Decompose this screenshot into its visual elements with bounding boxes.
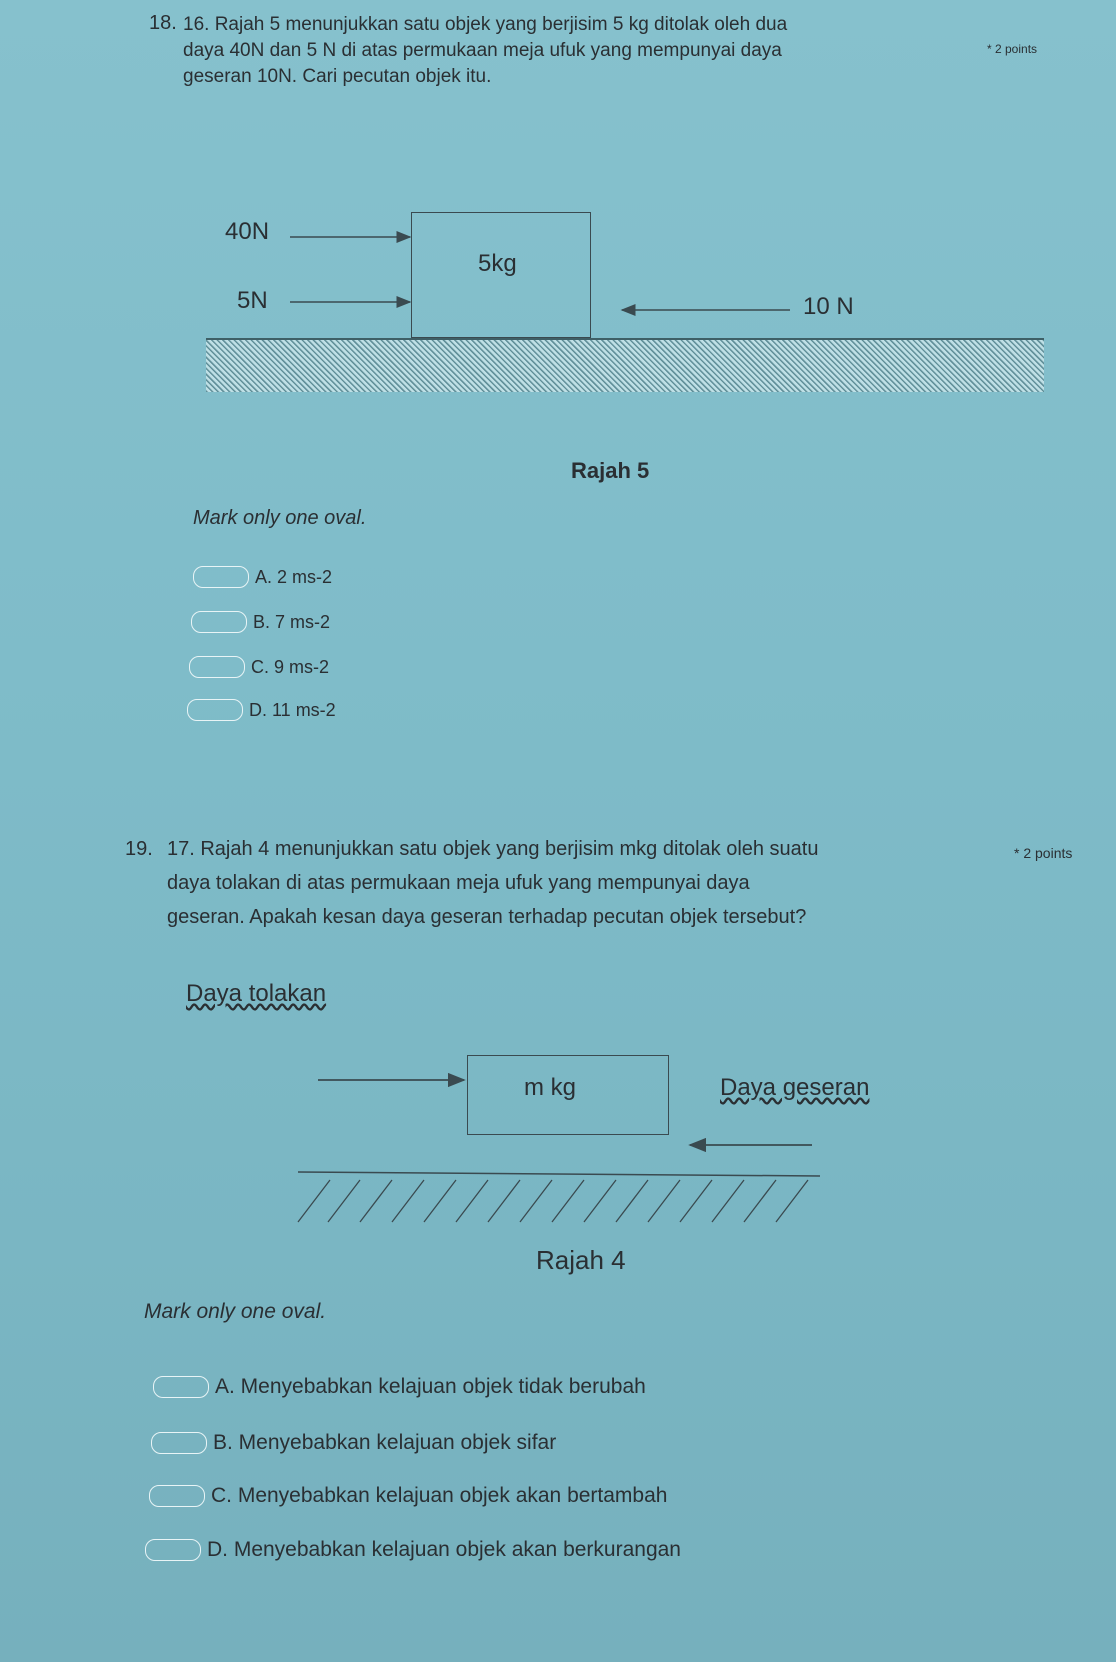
option-c[interactable]: [189, 656, 329, 678]
option-d[interactable]: [187, 699, 336, 721]
radio-oval[interactable]: [191, 611, 247, 633]
question-text-line: 17. Rajah 4 menunjukkan satu objek yang berjisim mkg ditolak oleh suatu: [167, 838, 819, 860]
option-b[interactable]: [151, 1431, 556, 1455]
question-text-line: daya 40N dan 5 N di atas permukaan meja ufuk yang mempunyai daya: [183, 40, 782, 61]
radio-oval[interactable]: [151, 1432, 207, 1454]
option-label: A. 2 ms-2: [255, 566, 333, 587]
surface-line: [298, 1172, 820, 1176]
radio-oval[interactable]: [153, 1376, 209, 1398]
radio-oval[interactable]: [149, 1485, 205, 1507]
question-text: [167, 832, 1007, 934]
option-label: B. Menyebabkan kelajuan objek sifar: [213, 1431, 557, 1454]
option-a[interactable]: [193, 566, 332, 588]
option-d[interactable]: [145, 1538, 681, 1562]
question-text-line: geseran. Apakah kesan daya geseran terhadap pecutan objek tersebut?: [167, 906, 807, 928]
diagram-caption: Rajah 4: [536, 1245, 626, 1275]
option-label: D. Menyebabkan kelajuan objek akan berkurangan: [207, 1538, 681, 1561]
option-c[interactable]: [149, 1484, 667, 1508]
option-label: C. Menyebabkan kelajuan objek akan bertambah: [211, 1484, 668, 1507]
option-b[interactable]: [191, 611, 330, 633]
question-number: 18.: [149, 12, 177, 34]
force-label-5n: 5N: [237, 287, 268, 314]
mass-label: 5kg: [478, 250, 517, 277]
diagram-caption: Rajah 5: [571, 458, 650, 483]
push-force-label: Daya tolakan: [186, 980, 327, 1007]
radio-oval[interactable]: [145, 1539, 201, 1561]
option-label: D. 11 ms-2: [249, 699, 336, 720]
option-label: A. Menyebabkan kelajuan objek tidak berubah: [215, 1375, 646, 1398]
option-a[interactable]: [153, 1375, 646, 1399]
force-label-40n: 40N: [225, 218, 270, 245]
option-label: C. 9 ms-2: [251, 656, 330, 677]
question-number: 19.: [125, 838, 153, 860]
instruction-text: Mark only one oval.: [144, 1300, 327, 1323]
instruction-text: Mark only one oval.: [193, 507, 367, 529]
question-text-line: geseran 10N. Cari pecutan objek itu.: [183, 66, 492, 87]
points-label: * 2 points: [1014, 845, 1073, 861]
friction-label: 10 N: [803, 293, 854, 320]
mass-label: m kg: [524, 1074, 577, 1101]
radio-oval[interactable]: [189, 656, 245, 678]
friction-force-label: Daya geseran: [720, 1074, 870, 1101]
radio-oval[interactable]: [187, 699, 243, 721]
question-text-line: daya tolakan di atas permukaan meja ufuk yang mempunyai daya: [167, 872, 750, 894]
radio-oval[interactable]: [193, 566, 249, 588]
points-label: * 2 points: [987, 42, 1038, 56]
table-surface: [206, 338, 1044, 392]
surface-hatch: [298, 1180, 808, 1222]
option-label: B. 7 ms-2: [253, 611, 331, 632]
question-text-line: 16. Rajah 5 menunjukkan satu objek yang berjisim 5 kg ditolak oleh dua: [183, 14, 788, 35]
